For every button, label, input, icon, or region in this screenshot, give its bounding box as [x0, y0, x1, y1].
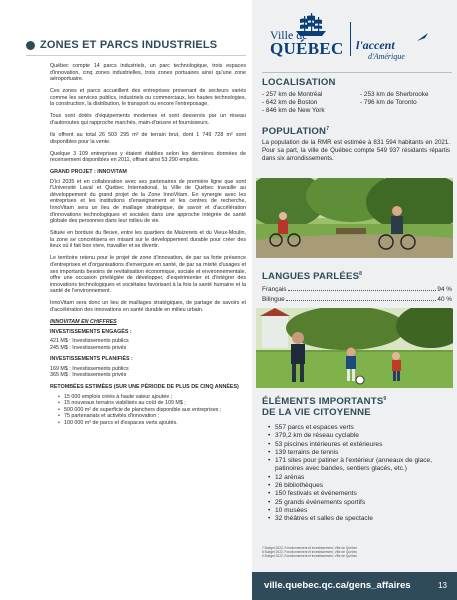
planned-line: 365 M$ : Investissements privés — [50, 372, 127, 379]
language-percent: 40 % — [437, 296, 452, 303]
list-item: • 75 partenariats et activités d'innovation ; — [58, 413, 246, 420]
distance-item: - 257 km de Montréal — [262, 91, 323, 98]
section-divider — [26, 55, 246, 56]
page-number: 13 — [438, 581, 447, 590]
section-heading — [26, 38, 246, 52]
paragraph: Ils offrent au total 26 503 295 m² de terrain brut, dont 1 749 728 m² sont disponibles pour la vente. — [50, 131, 246, 145]
paragraph: Quelque 3 109 entreprises y étaient établies selon les dernières données de recensement disponibles en 2011, offrant ainsi 53 290 emplois. — [50, 150, 246, 164]
language-percent: 94 % — [437, 286, 452, 293]
family-soccer-photo — [256, 308, 453, 388]
city-logo — [266, 12, 446, 60]
arrow-mark-icon — [416, 32, 430, 42]
languages-heading: LANGUES PARLÉES$^8$ — [262, 271, 363, 283]
footnote: 8 Budget 2022, Fonctionnement et investissement, Ville de Québec — [262, 550, 358, 555]
dot-leader — [286, 300, 437, 301]
list-item: • 171 sites pour patiner à l'extérieur (anneaux de glace, patinoires avec bandes, sentiers glacés, etc.) — [268, 457, 453, 474]
left-body — [50, 63, 246, 427]
population-text: La population de la RMR est estimée à 831 594 habitants en 2021. Pour sa part, la ville de Québec compte 549 937 résidants répartis dans six arrondissements. — [262, 139, 450, 162]
list-item: • 150 festivals et événements — [268, 490, 453, 498]
footnote: 7 Budget 2022, Fonctionnement et investissement, Ville de Québec — [262, 546, 358, 550]
language-name: Bilingue — [262, 296, 285, 303]
paragraph: InnoVitam sera donc un lieu de maillages stratégiques, de partage de savoirs et d'accélération des innovations en santé durable en milieu urbain. — [50, 300, 246, 313]
list-item: • 26 bibliothèques — [268, 482, 453, 490]
logo-accent-text: l'accent — [356, 38, 395, 52]
civic-life-list — [268, 424, 453, 524]
engaged-line: 421 M$ : Investissements publics — [50, 338, 129, 345]
list-item: • 379,2 km de réseau cyclable — [268, 432, 453, 440]
list-item: • 53 piscines intérieures et extérieures — [268, 441, 453, 449]
park-cyclists-photo — [256, 178, 453, 258]
figures-heading: INNOVITAM EN CHIFFRES — [50, 318, 117, 325]
divider — [262, 72, 452, 73]
distance-item: - 253 km de Sherbrooke — [360, 91, 429, 98]
language-row — [262, 285, 452, 293]
footnotes — [262, 546, 452, 558]
footnote: 9 Budget 2022, Fonctionnement et investissement, Ville de Québec — [262, 554, 358, 559]
localisation-list — [262, 91, 452, 114]
distance-item: - 796 km de Toronto — [360, 99, 417, 106]
paragraph: Le territoire retenu pour le projet de zone d'innovation, de par sa forte présence d'entreprises et d'organisations d'envergure en santé, de par sa mixité d'usages et ses importants besoins de revitalisation économique, sociale et environnementale, offre une occasion privilégiée de développer, d'expérimenter et d'intégrer des innovations technologiques et sociétales favorisant à la fois la santé humaine et la santé de l'environnement. — [50, 255, 246, 295]
list-item: • 500 000 m² de superficie de planchers disponible aux entreprises ; — [58, 407, 246, 414]
list-item: • 15 000 emplois créés à haute valeur ajoutée ; — [58, 394, 246, 401]
list-item: • 557 parcs et espaces verts — [268, 424, 453, 432]
section-title: ZONES ET PARCS INDUSTRIELS — [40, 39, 218, 51]
engaged-heading: INVESTISSEMENTS ENGAGÉS : — [50, 328, 132, 335]
right-sidebar — [252, 0, 457, 600]
bullet-dot-icon — [26, 41, 35, 50]
distance-item: - 846 km de New York — [262, 107, 325, 114]
language-name: Français — [262, 286, 287, 293]
paragraph: Québec compte 14 parcs industriels, un parc technologique, trois espaces d'innovation, cinq zones industrielles, trois zones portuaires ainsi qu'une zone aéroportuaire. — [50, 63, 246, 83]
list-item: • 25 grands événements sportifs — [268, 499, 453, 507]
paragraph: D'ici 2035 et en collaboration avec ses partenaires de première ligne que sont l'Université Laval et Québec International, la Ville de Québec travaille au développement du grand projet de la Zone InnoVitam. En synergie avec les entreprises et les institutions d'enseignement et les centres de recherche, InnoVitam sera un lieu de maillage stratégique, de savoir et d'accélération d'innovations technologiques et sociales dans une approche intégrée de santé globale des personnes dans leur milieu de vie. — [50, 178, 246, 225]
innovatim-heading: GRAND PROJET : INNOVITAM — [50, 169, 127, 176]
paragraph: Tous sont dotés d'équipements modernes et sont desservis par un réseau d'autoroutes qui rapproche marchés, main-d'œuvre et fournisseurs. — [50, 113, 246, 126]
population-heading: POPULATION$^7$ — [262, 126, 330, 138]
distance-item: - 642 km de Boston — [262, 99, 318, 106]
benefits-list — [58, 394, 246, 427]
list-item: • 12 arénas — [268, 474, 453, 482]
list-item: • 100 000 m² de parcs et d'espaces verts ajoutés. — [58, 420, 246, 427]
language-row — [262, 295, 452, 303]
list-item: • 10 musées — [268, 507, 453, 515]
localisation-heading: LOCALISATION — [262, 77, 336, 88]
list-item: • 32 théâtres et salles de spectacle — [268, 515, 453, 523]
logo-quebec-text: QUÉBEC — [270, 39, 344, 58]
list-item: • 139 terrains de tennis — [268, 449, 453, 457]
logo-divider — [350, 22, 351, 56]
website-link[interactable]: ville.quebec.qc.ca/gens_affaires — [264, 580, 411, 591]
engaged-line: 245 M$ : Investissements privés — [50, 344, 127, 351]
paragraph: Située en bordure du fleuve, entre les quartiers de Maizerets et du Vieux-Moulin, la zone se concrétisera en misant sur le développement durable pour créer des lieux où il fait bon vivre, travailler et se divertir. — [50, 230, 246, 250]
planned-heading: INVESTISSEMENTS PLANIFIÉS : — [50, 356, 133, 363]
logo-amerique-text: d'Amérique — [368, 52, 405, 61]
logo-ville-text: Ville de — [270, 28, 308, 42]
list-item: • 15 nouveaux terrains viabilisés au coût de 109 M$ ; — [58, 400, 246, 407]
civic-life-heading: ÉLÉMENTS IMPORTANTS$^9$ — [262, 396, 387, 408]
benefits-heading: RETOMBÉES ESTIMÉES (SUR UNE PÉRIODE DE PLUS DE CINQ ANNÉES) — [50, 384, 239, 391]
civic-life-heading-line2: DE LA VIE CITOYENNE — [262, 407, 371, 418]
paragraph: Ces zones et parcs accueillent des entreprises provenant de secteurs variés comme les services publics, industriels ou commerciaux, les hautes technologies, la construction, la distribution, le transport ou encore l'entreposage. — [50, 88, 246, 108]
planned-line: 169 M$ : Investissements publics — [50, 365, 129, 372]
footer-bar — [252, 572, 457, 600]
dot-leader — [288, 290, 437, 291]
